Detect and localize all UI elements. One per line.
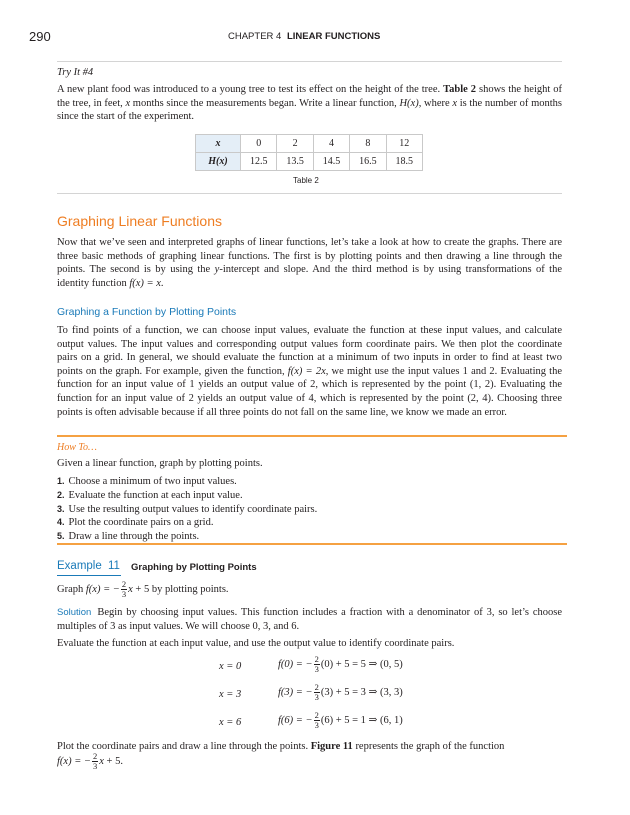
eval-rhs: (6) + 5 = 1 ⇒ (6, 1) [320,714,403,726]
solution-paragraph [57,606,562,633]
eval-row [0,655,630,683]
var-x: x [125,97,131,109]
step-text: Draw a line through the points. [68,531,200,543]
eval-expression [278,683,403,702]
try-it-text-5: is the number of months since the start of the experiment. [57,97,563,123]
table-cell: 13.5 [277,153,313,171]
list-item [57,516,557,530]
list-item [57,530,557,544]
step-number: 4. [57,517,65,528]
plot-text-1: Plot the coordinate pairs and draw a line through the points. [57,741,311,752]
try-it-paragraph [57,83,562,124]
eval-input: x = 3 [219,689,242,700]
eval-lhs: f(3) = − [278,686,313,698]
page-number: 290 [29,29,51,44]
var-y: y [214,264,220,276]
solution-text: Begin by choosing input values. This function includes a fraction with a denominator of 3, so let’s choose multiples of 3 as input values. We will choose 0, 3, and 6. [57,607,562,632]
fraction [314,711,320,730]
table-cell: 18.5 [386,153,422,171]
section-intro [57,236,562,290]
solution-label: Solution [57,607,92,618]
example-title: Graphing by Plotting Points [131,562,257,573]
subsection-title: Graphing a Function by Plotting Points [57,306,237,318]
question-tail: + 5 by plotting points. [132,583,229,595]
table-row [196,135,423,153]
intro-text-2: -intercept and slope. And the third method is by using transformations of the identity function [57,264,562,289]
step-text: Choose a minimum of two input values. [68,476,237,487]
step-text: Plot the coordinate pairs on a grid. [68,517,214,529]
table-header-x: x [196,135,241,153]
fraction-numerator: 2 [314,710,319,720]
table-header-hx: H(x) [196,153,241,171]
step-number: 1. [57,476,65,486]
table-cell: 8 [350,135,386,153]
question-function: f(x) = − [85,583,120,595]
try-it-text-2: shows the height of the tree, in feet, [57,84,562,109]
howto-steps [57,475,557,544]
intro-text-3: . [160,277,164,289]
fraction-numerator: 2 [93,751,98,761]
howto-intro: Given a linear function, graph by plotting points. [57,458,263,469]
intro-text-1: Now that we’ve seen and interpreted graphs of linear functions, let’s take a look at how to create the graphs. There are three basic methods of graphing linear functions. The first is by plotting points and then drawing a line through the points. The second is by using the [57,237,562,276]
eval-input: x = 6 [219,717,242,728]
try-it-text-3: months since the measurements began. Write a linear function, [130,97,400,109]
var-x: x [452,97,458,109]
list-item [57,489,557,503]
fraction [121,580,127,599]
chapter-title: LINEAR FUNCTIONS [286,31,381,42]
eval-expression [278,655,403,674]
table-cell: 4 [313,135,349,153]
table-cell: 12 [386,135,422,153]
function-2x: f(x) = 2x [287,365,326,377]
var-x: x [128,583,133,595]
evaluate-text: Evaluate the function at each input value, and use the output value to identify coordinate pairs. [57,638,455,649]
fraction-denominator: 3 [121,589,127,599]
example-question [57,580,229,599]
howto-label: How To… [57,442,97,453]
fraction-denominator: 3 [314,692,319,702]
plot-function-tail: + 5. [103,755,123,767]
fraction [314,655,320,674]
eval-lhs: f(0) = − [278,658,313,670]
howto-bottom-rule [57,543,567,545]
subsection-paragraph [57,324,562,419]
eval-rhs: (0) + 5 = 5 ⇒ (0, 5) [320,658,403,670]
identity-function: f(x) = x [129,277,161,289]
example-heading [57,560,120,572]
example-underline [57,575,121,576]
question-text: Graph [57,583,86,595]
fraction [314,683,320,702]
chapter-label: CHAPTER 4 [228,31,282,42]
eval-expression [278,711,403,730]
running-header [228,31,380,42]
plot-paragraph [57,740,562,754]
step-number: 5. [57,531,65,542]
table-cell: 16.5 [350,153,386,171]
table-caption: Table 2 [293,176,319,185]
plot-text-2: represents the graph of the function [352,741,505,752]
fraction-denominator: 3 [314,720,319,730]
try-it-label: Try It #4 [57,67,94,78]
example-number: 11 [107,560,120,572]
example-label: Example [57,560,102,572]
section-title: Graphing Linear Functions [57,213,222,229]
eval-row [0,711,630,739]
step-number: 2. [57,489,65,500]
try-it-text-1: A new plant food was introduced to a young tree to test its effect on the height of the tree. [57,84,444,95]
step-number: 3. [57,503,65,514]
eval-row [0,683,630,711]
subsection-text-1: To find points of a function, we can choose input values, evaluate the function at these input values, and calculate output values. The input values and corresponding output values form coordinate pairs. We then plot the coordinate pairs on a grid. In general, we should evaluate the function at a minimum of two inputs in order to find at least two points on the graph. For example, given the function, [57,325,562,377]
var-hx: H(x) [399,97,419,109]
plot-function-lhs: f(x) = − [57,755,91,767]
list-item [57,475,557,489]
fraction-denominator: 3 [314,664,319,674]
eval-input: x = 0 [219,661,242,672]
fraction-numerator: 2 [121,579,127,589]
fraction-denominator: 3 [93,761,98,771]
plot-function [57,752,123,771]
table-cell: 0 [241,135,277,153]
var-x: x [99,755,104,767]
data-table [195,134,423,171]
table-cell: 14.5 [313,153,349,171]
howto-top-rule [57,435,567,437]
subsection-text-2: , we might use the input values 1 and 2. Evaluating the function for an input value of 1 yields an output value of 2, which is represented by the point (1, 2). Evaluating the function for an input value of 2 yields an output value of 4, which is represented by the point (2, 4). Choosing three points is often advisable because if all three points do not fall on the same line, we know we made an error. [57,365,562,418]
eval-lhs: f(6) = − [278,714,313,726]
eval-rhs: (3) + 5 = 3 ⇒ (3, 3) [320,686,403,698]
list-item [57,503,557,517]
table-cell: 2 [277,135,313,153]
step-text: Use the resulting output values to identify coordinate pairs. [68,503,318,515]
figure-reference: Figure 11 [310,741,353,752]
step-text: Evaluate the function at each input value. [68,489,243,501]
fraction-numerator: 2 [314,654,319,664]
try-it-top-rule [57,61,562,62]
fraction [92,752,98,771]
try-it-text-4: , where [418,97,453,109]
table-reference: Table 2 [443,84,477,95]
table-cell: 12.5 [241,153,277,171]
fraction-numerator: 2 [314,682,319,692]
table-row [196,153,423,171]
try-it-bottom-rule [57,193,562,194]
